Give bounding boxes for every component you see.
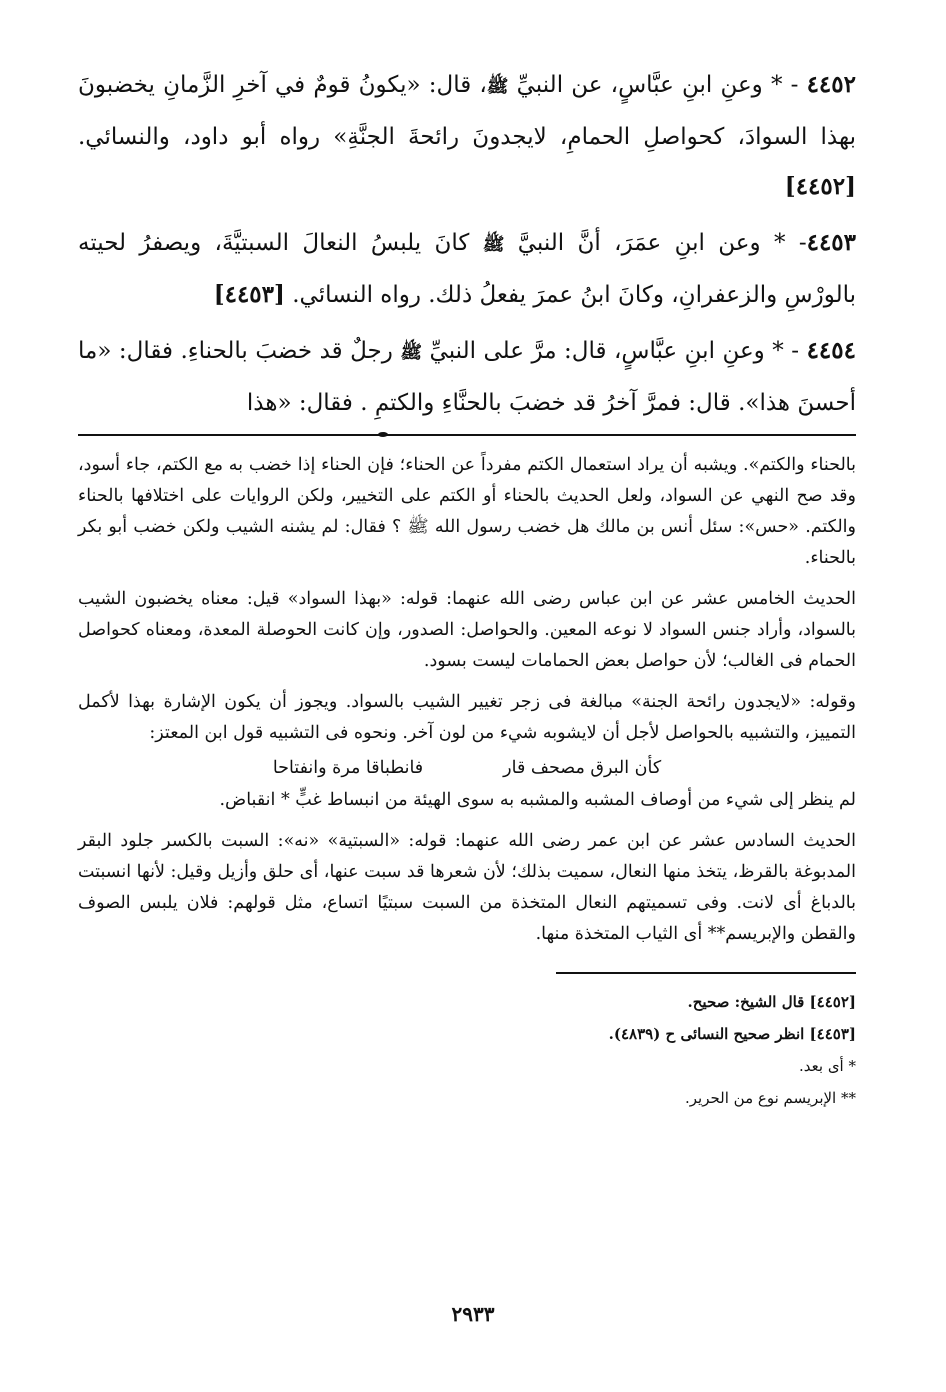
hadith-separator: -	[785, 230, 807, 256]
commentary-paragraph: الحديث السادس عشر عن ابن عمر رضى الله عنهما: قوله: «السبتية» «نه»: السبت بالكسر جلود البقر المدبوغة بالقرظ، يتخذ منها النعال، سميت بذلك؛ لأن شعرها قد سبت عنها، أى حلق وأزيل وقيل: لأنها انسبتت بالدباغ أى لانت. وفى تسميتهم النعال المتخذة من السبت سبتيًا اتساع، مثل قولهم: فلان يلبس الصوف والقطن والإبريسم** أى الثياب المتخذة منها.	[78, 831, 856, 944]
hadith-4452	[78, 60, 856, 212]
footnote-double-asterisk: ** الإبريسم نوع من الحرير.	[684, 1089, 856, 1107]
prophet-honorific: ﷺ	[482, 234, 505, 255]
footnote-asterisk: * أى بعد.	[799, 1057, 856, 1075]
hadith-reference: [٤٤٥٣]	[213, 281, 285, 308]
hadith-text-start: وعن ابنِ عمَرَ، أنَّ النبيَّ	[504, 230, 761, 256]
footnote-4453: [٤٤٥٣] انظر صحيح النسائى ح (٤٨٣٩).	[608, 1025, 856, 1043]
hadith-text-start: وعنِ ابنِ عبَّاسٍ، قال: مرَّ على النبيِّ	[422, 338, 765, 364]
hadith-text-rest: كانَ يلبسُ النعالَ السبتيَّةَ، ويصفرُ لحيته بالورْسِ والزعفرانِ، وكانَ ابنُ عمرَ يفعلُ ذلك. رواه النسائي.	[78, 230, 856, 308]
asterisk-icon: *	[760, 230, 786, 256]
footnotes	[78, 986, 856, 1114]
commentary-paragraph: وقوله: «لايجدون رائحة الجنة» مبالغة فى زجر تغيير الشيب بالسواد. ويجوز أن يكون الإشارة بهذا لأكمل التمييز، والتشبيه بالحواصل لأجل أن لايشوبه شيء من لون آخر. ونحوه فى التشبيه قول ابن المعتز:	[78, 692, 856, 743]
hadith-separator: -	[783, 338, 807, 364]
page-number: ٢٩٣٣	[451, 1302, 495, 1326]
hadith-4453	[78, 218, 856, 320]
book-page	[78, 60, 856, 1392]
asterisk-icon: *	[762, 72, 783, 98]
hadith-separator: -	[782, 72, 807, 98]
commentary-paragraph: بالحناء والكتم». ويشبه أن يراد استعمال الكتم مفرداً عن الحناء؛ فإن الحناء إذا خضب به مع الكتم، جاء أسود، وقد صح النهي عن السواد، ولعل الحديث بالحناء أو الكتم على التخيير، ولكن الروايات على اختلافها بالحناء والكتم. «حس»: سئل أنس بن مالك هل خضب رسول الله ﷺ ؟ فقال: لم يشنه الشيب ولكن خضب أبو بكر بالحناء.	[78, 455, 856, 568]
hadith-number: ٤٤٥٤	[806, 337, 856, 364]
commentary-paragraph: لم ينظر إلى شيء من أوصاف المشبه والمشبه به سوى الهيئة من انبساط غبٍّ * انقباض.	[219, 790, 856, 810]
hadith-text-rest: رجلٌ قد خضبَ بالحناءِ. فقال: «ما أحسنَ هذا». قال: فمرَّ آخرُ قد خضبَ بالحنَّاءِ والكتمِ . فقال: «هذا	[78, 338, 856, 416]
main-text-divider	[78, 434, 856, 436]
footnote-4452: [٤٤٥٢] قال الشيخ: صحيح.	[687, 993, 856, 1011]
prophet-honorific: ﷺ	[400, 342, 423, 363]
footnote-divider	[556, 972, 856, 974]
hadith-text-start: وعنِ ابنِ عبَّاسٍ، عن النبيِّ	[508, 72, 763, 98]
asterisk-icon: *	[764, 338, 784, 364]
commentary-paragraph: الحديث الخامس عشر عن ابن عباس رضى الله عنهما: قوله: «بهذا السواد» قيل: معناه يخضبون الشيب بالسواد، وأراد جنس السواد لا نوعه المعين. والحواصل: الصدور، وإن كانت الحوصلة المعدة، ومعناه كحواصل الحمام فى الغالب؛ لأن حواصل بعض الحمامات ليست بسود.	[78, 589, 856, 671]
hadith-text-rest: ، قال: «يكونُ قومٌ في آخرِ الزَّمانِ يخضبونَ بهذا السوادَ، كحواصلِ الحمامِ، لايجدونَ رائحةَ الجنَّةِ» رواه أبو داود، والنسائي.	[78, 72, 856, 150]
prophet-honorific: ﷺ	[486, 76, 509, 97]
hadith-4454	[78, 326, 856, 428]
verse-first-hemistich: كأن البرق مصحف قار	[503, 758, 662, 778]
hadith-reference: [٤٤٥٢]	[784, 173, 856, 200]
hadith-number: ٤٤٥٣	[806, 229, 857, 256]
poetry-verse	[78, 753, 856, 783]
hadith-number: ٤٤٥٢	[806, 71, 856, 98]
verse-second-hemistich: فانطباقا مرة وانفتاحا	[272, 758, 424, 778]
